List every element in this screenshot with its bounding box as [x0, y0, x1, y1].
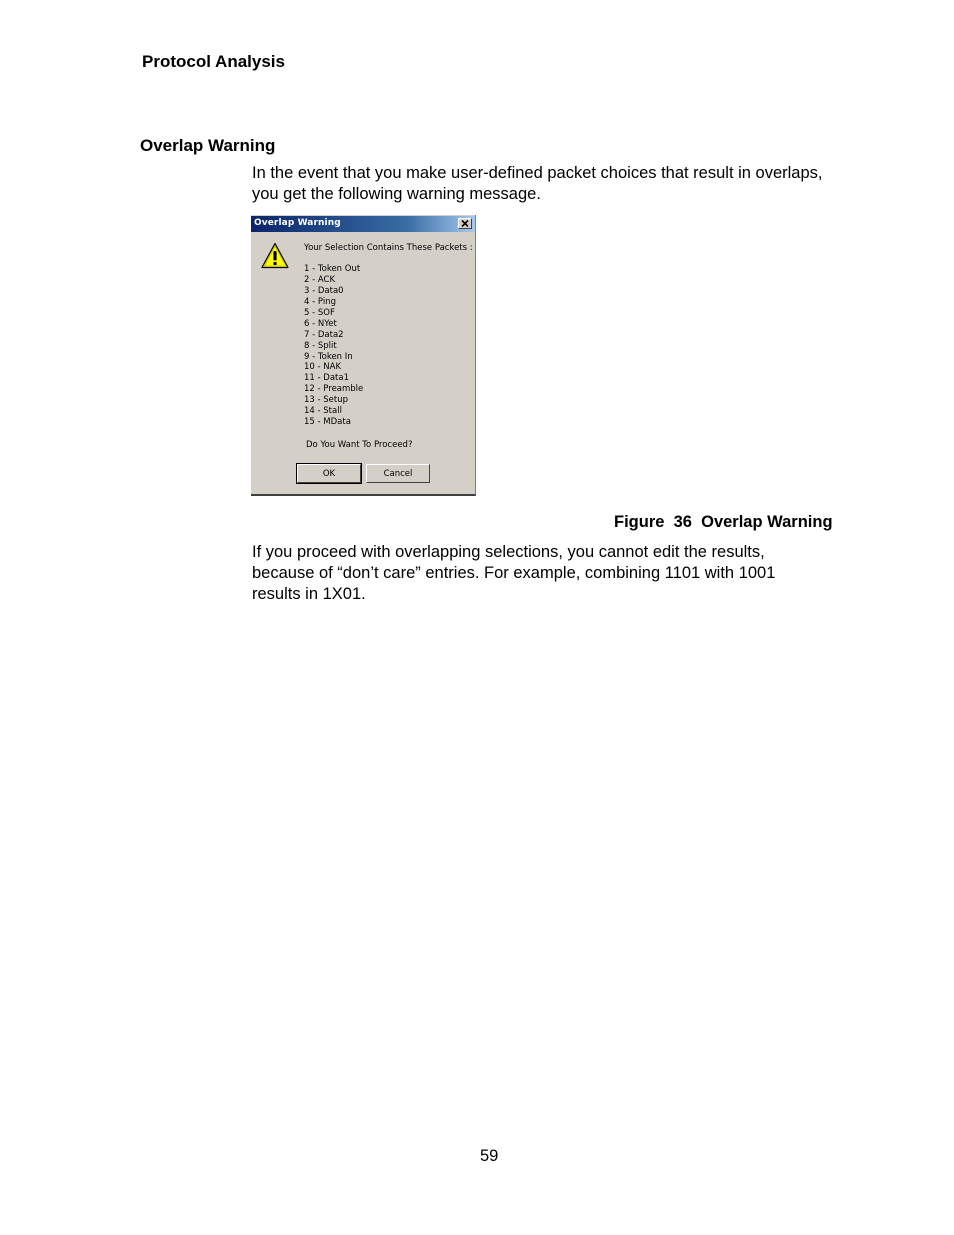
page-number: 59 [480, 1147, 499, 1165]
dialog-title: Overlap Warning [254, 218, 341, 228]
packet-list-item: 9 - Token In [304, 351, 353, 362]
packet-list-item: 14 - Stall [304, 406, 342, 417]
cancel-button[interactable]: Cancel [366, 464, 430, 483]
dialog-prompt: Your Selection Contains These Packets : [304, 243, 473, 253]
running-header: Protocol Analysis [142, 52, 285, 71]
followup-paragraph: If you proceed with overlapping selections, you cannot edit the results, because of “don’t care” entries. For example, combining 1101 with 1001 results in 1X01. [252, 543, 776, 603]
packet-list-item: 12 - Preamble [304, 384, 364, 395]
ok-button[interactable]: OK [297, 464, 361, 483]
warning-icon [261, 242, 289, 269]
packet-list-item: 13 - Setup [304, 395, 349, 406]
close-icon [461, 220, 469, 227]
section-heading: Overlap Warning [140, 136, 276, 155]
packet-list [304, 264, 363, 428]
intro-paragraph: In the event that you make user-defined packet choices that result in overlaps, you get the following warning message. [252, 164, 823, 203]
packet-list-item: 5 - SOF [304, 307, 335, 318]
packet-list-item: 3 - Data0 [304, 285, 344, 296]
packet-list-item: 4 - Ping [304, 296, 336, 307]
packet-list-item: 11 - Data1 [304, 373, 349, 384]
dialog-question: Do You Want To Proceed? [306, 440, 413, 450]
packet-list-item: 1 - Token Out [304, 264, 361, 274]
close-button[interactable] [458, 218, 472, 229]
packet-list-item: 10 - NAK [304, 362, 342, 373]
packet-list-item: 2 - ACK [304, 274, 336, 285]
overlap-warning-dialog [251, 215, 476, 496]
packet-list-item: 8 - Split [304, 340, 337, 351]
dialog-titlebar[interactable] [251, 216, 475, 232]
packet-list-item: 15 - MData [304, 417, 351, 428]
packet-list-item: 6 - NYet [304, 318, 337, 329]
packet-list-item: 7 - Data2 [304, 329, 344, 340]
figure-caption: Figure 36 Overlap Warning [614, 513, 833, 531]
